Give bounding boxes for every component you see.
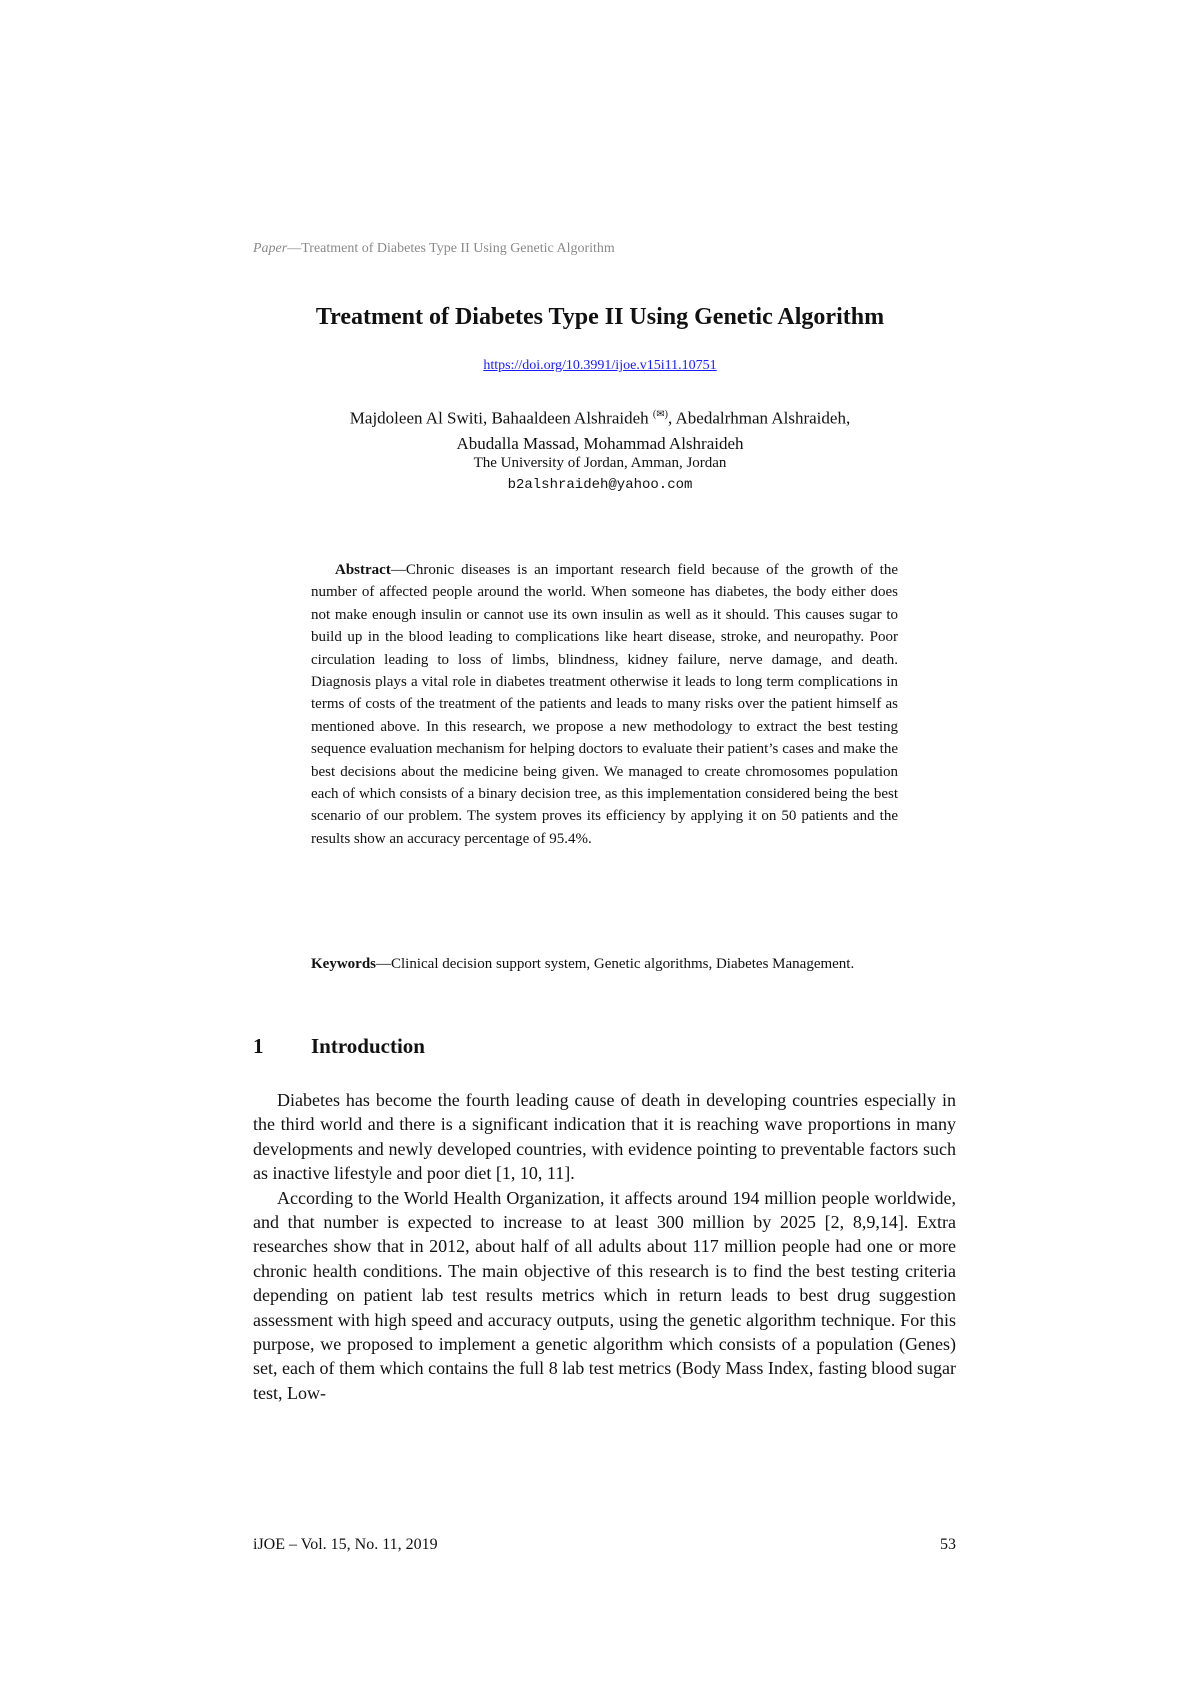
section-number: 1 xyxy=(253,1034,264,1058)
envelope-icon: (✉) xyxy=(652,409,668,420)
running-header xyxy=(253,241,615,257)
author-list xyxy=(0,402,1200,456)
abstract xyxy=(311,559,898,850)
affiliation: The University of Jordan, Amman, Jordan xyxy=(473,455,727,471)
abstract-text: —Chronic diseases is an important research field because of the growth of the number of affected people around the world. When someone has diabetes, the body either does not make enough insulin or cannot use its own insulin as well as it should. This causes sugar to build up in the blood leading to complications like heart disease, stroke, and neuropathy. Poor circulation leading to loss of limbs, blindness, kidney failure, nerve damage, and death. Diagnosis plays a vital role in diabetes treatment otherwise it leads to long term complications in terms of costs of the treatment of the patients and leads to many risks over the patient himself as mentioned above. In this research, we propose a new methodology to extract the best testing sequence evaluation mechanism for helping doctors to evaluate their patient’s cases and make the best decisions about the medicine being given. We managed to create chromosomes population each of which consists of a binary decision tree, as this implementation considered being the best scenario of our problem. The system proves its efficiency by applying it on 50 patients and the results show an accuracy percentage of 95.4%. xyxy=(311,562,898,847)
running-header-label: Paper xyxy=(253,241,288,256)
doi xyxy=(0,358,1200,374)
body-text xyxy=(253,1088,956,1405)
section-title: Introduction xyxy=(311,1034,425,1058)
body-paragraph-2: According to the World Health Organization, it affects around 194 million people worldwide, and that number is expected to increase to at least 300 million by 2025 [2, 8,9,14]. Extra researches show that in 2012, about half of all adults about 117 million people had one or more chronic health conditions. The main objective of this research is to find the best testing criteria depending on patient lab test results metrics which in return leads to best drug suggestion assessment with high speed and accuracy outputs, using the genetic algorithm technique. For this purpose, we proposed to implement a genetic algorithm which consists of a population (Genes) set, each of them which contains the full 8 lab test metrics (Body Mass Index, fasting blood sugar test, Low- xyxy=(253,1187,956,1403)
paper-title: Treatment of Diabetes Type II Using Genetic Algorithm xyxy=(315,304,885,330)
author-line-2: Abudalla Massad, Mohammad Alshraideh xyxy=(456,433,744,453)
keywords xyxy=(311,953,898,975)
footer-journal: iJOE ‒ Vol. 15, No. 11, 2019 xyxy=(253,1536,438,1553)
author-names-first: Majdoleen Al Switi, Bahaaldeen Alshraideh xyxy=(349,408,649,428)
author-line-1 xyxy=(0,402,1200,431)
doi-link[interactable]: https://doi.org/10.3991/ijoe.v15i11.10751 xyxy=(483,358,717,373)
abstract-label: Abstract xyxy=(335,562,391,578)
body-paragraph-1: Diabetes has become the fourth leading cause of death in developing countries especially in the third world and there is a significant indication that it is reaching wave proportions in many developments and newly developed countries, with evidence pointing to preventable factors such as inactive lifestyle and poor diet [1, 10, 11]. xyxy=(253,1090,956,1184)
author-names-rest: , Abedalrhman Alshraideh, xyxy=(667,408,851,428)
keywords-label: Keywords xyxy=(311,956,376,972)
running-header-text: —Treatment of Diabetes Type II Using Genetic Algorithm xyxy=(287,241,615,256)
page-number: 53 xyxy=(940,1536,956,1553)
keywords-text: —Clinical decision support system, Genetic algorithms, Diabetes Management. xyxy=(376,956,855,972)
section-heading xyxy=(253,1034,425,1059)
author-email: b2alshraideh@yahoo.com xyxy=(507,477,693,493)
